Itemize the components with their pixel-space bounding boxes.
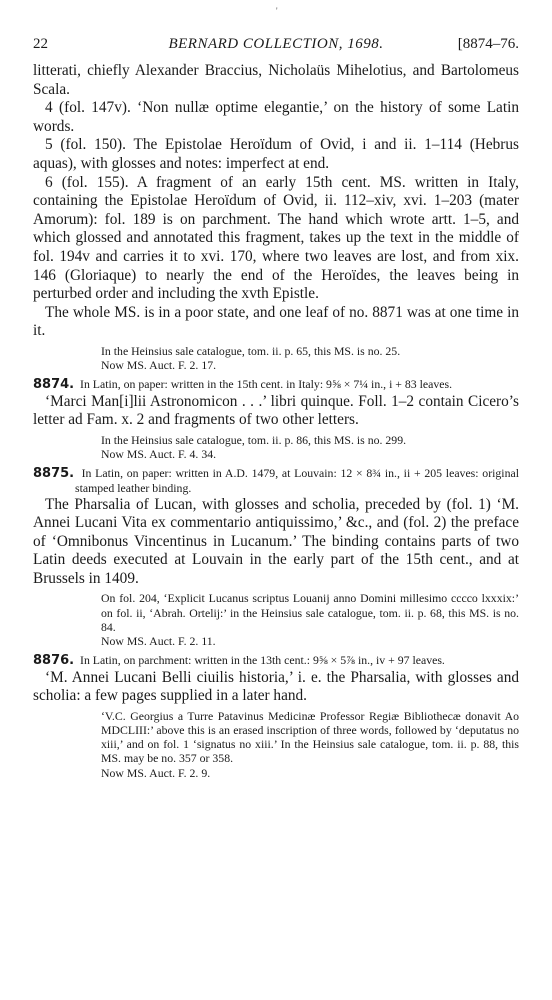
entry-number: 8876. — [33, 653, 75, 669]
entry-description: In Latin, on paper: written in the 15th cent. in Italy: 9⅝ × 7¼ in., i + 83 leaves. — [80, 377, 453, 392]
shelfmark: Now MS. Auct. F. 2. 11. — [101, 634, 216, 649]
paragraph: The Pharsalia of Lucan, with glosses and scholia, preceded by (fol. 1) ‘M. Annei Lucani Vita ex commentario antiquissimo,’ &c., and (fol. 2) the preface of ‘Omnibonus Vincentinus in Lucanum.’ The binding contains parts of two Latin deeds executed at Louvain in the early part of the 15th cent., and at Brussels in 1409. — [33, 495, 519, 587]
entry-description: In Latin, on paper: written in A.D. 1479, at Louvain: 12 × 8¾ in., ii + 205 leaves: original stamped leather binding. — [75, 466, 519, 496]
entry-8875 — [33, 466, 519, 495]
paragraph: litterati, chiefly Alexander Braccius, Nicholaüs Mihelotius, and Bartolomeus Scala. — [33, 62, 519, 98]
note: In the Heinsius sale catalogue, tom. ii. p. 65, this MS. is no. 25. — [101, 343, 401, 358]
shelfmark: Now MS. Auct. F. 2. 9. — [101, 765, 211, 780]
page-number: 22 — [33, 36, 48, 52]
shelfmark: Now MS. Auct. F. 2. 17. — [101, 358, 217, 373]
entry-8876 — [33, 653, 519, 668]
entry-description: In Latin, on parchment: written in the 13th cent.: 9⅝ × 5⅞ in., iv + 97 leaves. — [80, 653, 445, 668]
paragraph: 6 (fol. 155). A fragment of an early 15th cent. MS. written in Italy, containing the Epistolae Heroïdum of Ovid, ii. 112–xiv, xvi. 1–203 (mater Amorum): fol. 189 is on parchment. The hand which wrote artt. 1–5, and which glossed and annotated this fragment, takes up the text in the middle of fol. 194v and carries it to xvi. 170, where two leaves are lost, and from xix. 146 (Gloriaque) to nearly the end of the Heroïdes, the leaves being in perturbed order and including the xvth Epistle. — [33, 173, 519, 303]
entry-range: [8874–76. — [457, 36, 519, 52]
page-body — [33, 62, 519, 780]
note: In the Heinsius sale catalogue, tom. ii. p. 86, this MS. is no. 299. — [101, 432, 407, 447]
note: ‘V.C. Georgius a Turre Patavinus Medicinæ Professor Regiæ Bibliothecæ donavit Ao MDCLIII:’ above this is an erased inscription of three words, followed by ‘deputatus no xiii,’ and on fol. 1 ‘signatus no xiii.’ In the Heinsius sale catalogue, tom. ii. p. 88, this MS. may be no. 357 or 358. — [101, 708, 519, 766]
running-header — [33, 36, 519, 56]
running-title: BERNARD COLLECTION, 1698. — [168, 36, 384, 52]
entry-8874 — [33, 377, 519, 392]
entry-number: 8874. — [33, 377, 75, 393]
paragraph: The whole MS. is in a poor state, and one leaf of no. 8871 was at one time in it. — [33, 303, 519, 340]
paragraph: 5 (fol. 150). The Epistolae Heroïdum of Ovid, i and ii. 1–114 (Hebrus aquas), with glosses and notes: imperfect at end. — [33, 136, 519, 172]
paragraph: 4 (fol. 147v). ‘Non nullæ optime elegantie,’ on the history of some Latin words. — [33, 99, 519, 135]
paragraph: ‘M. Annei Lucani Belli ciuilis historia,’ i. e. the Pharsalia, with glosses and scholia: a few pages supplied in a later hand. — [33, 668, 519, 705]
top-mark: ' — [276, 6, 278, 16]
note: On fol. 204, ‘Explicit Lucanus scriptus Louanij anno Domini millesimo cccco lxxxix:’ on fol. ii, ‘Abrah. Ortelij:’ in the Heinsius sale catalogue, tom. ii. p. 68, this MS. is no. 84. — [101, 591, 519, 634]
entry-number: 8875. — [33, 466, 75, 482]
paragraph: ‘Marci Man[i]lii Astronomicon . . .’ libri quinque. Foll. 1–2 contain Cicero’s letter ad Fam. x. 2 and fragments of two other letters. — [33, 392, 519, 429]
shelfmark: Now MS. Auct. F. 4. 34. — [101, 446, 217, 461]
